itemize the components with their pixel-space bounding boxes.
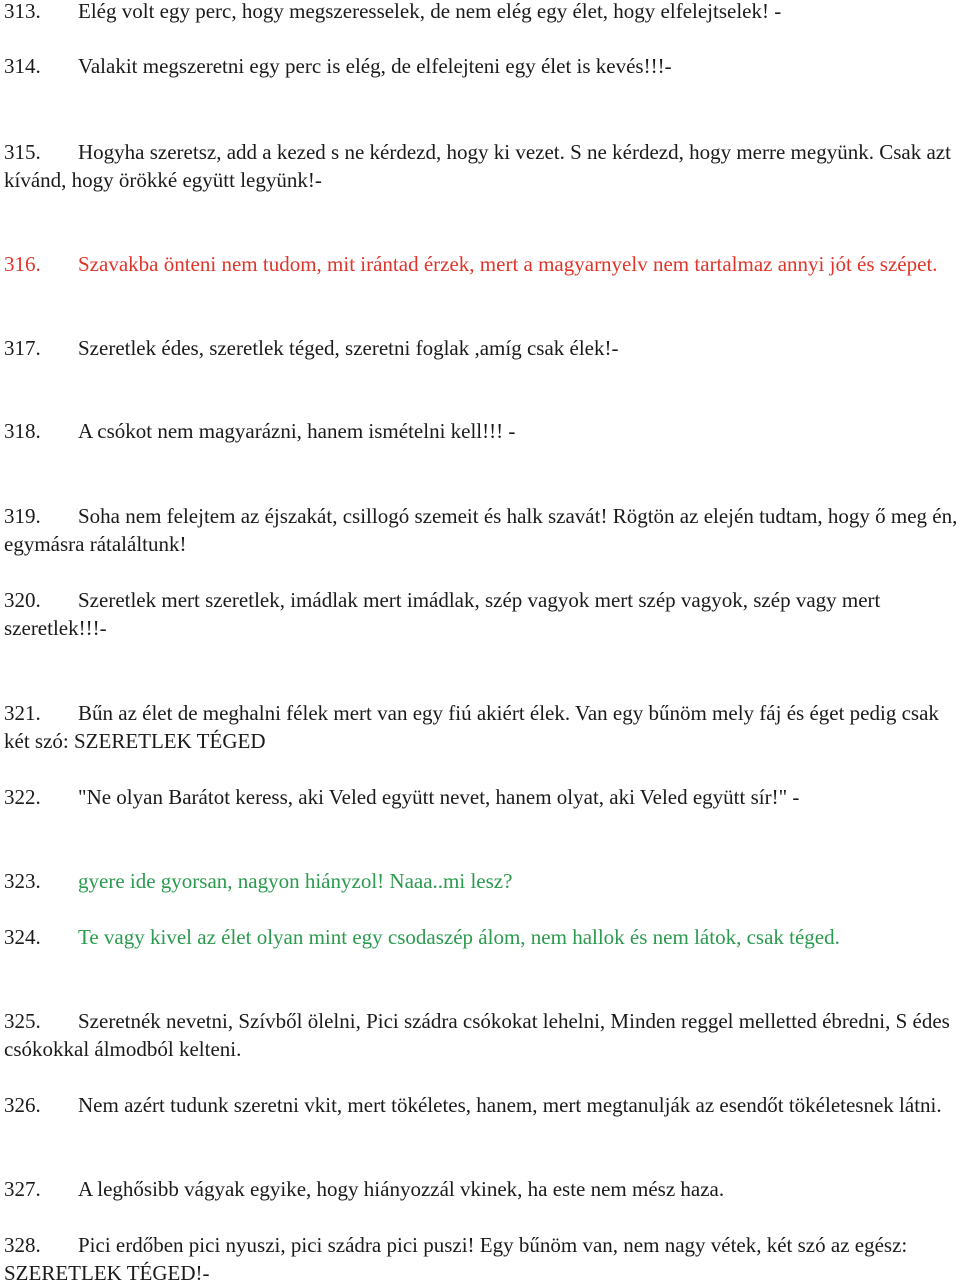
entry-327	[4, 1175, 958, 1203]
entry-number: 326.	[4, 1093, 41, 1117]
entry-316	[4, 250, 958, 278]
entry-number: 313.	[4, 0, 41, 23]
entry-323	[4, 867, 958, 895]
entry-text: Szeretlek mert szeretlek, imádlak mert imádlak, szép vagyok mert szép vagyok, szép vagy mert szeretlek!!!-	[4, 588, 881, 640]
entry-number: 321.	[4, 701, 41, 725]
entry-text: "Ne olyan Barátot keress, aki Veled együtt nevet, hanem olyat, aki Veled együtt sír!" -	[78, 785, 800, 809]
entry-number: 322.	[4, 785, 41, 809]
entry-315	[4, 138, 958, 194]
entry-number: 323.	[4, 869, 41, 893]
entry-text: Elég volt egy perc, hogy megszeresselek, de nem elég egy élet, hogy elfelejtselek! -	[78, 0, 782, 23]
entry-text: Szavakba önteni nem tudom, mit irántad érzek, mert a magyarnyelv nem tartalmaz annyi jót és szépet.	[78, 252, 938, 276]
entry-320	[4, 586, 958, 642]
entry-number: 319.	[4, 504, 41, 528]
entry-text: A csókot nem magyarázni, hanem ismételni kell!!! -	[78, 419, 516, 443]
entry-number: 316.	[4, 252, 41, 276]
entry-319	[4, 502, 958, 558]
entry-text: Szeretnék nevetni, Szívből ölelni, Pici szádra csókokat lehelni, Minden reggel melletted ébredni, S édes csókokkal álmodból kelteni.	[4, 1009, 950, 1061]
entry-text: Valakit megszeretni egy perc is elég, de elfelejteni egy élet is kevés!!!-	[78, 54, 672, 78]
entry-326	[4, 1091, 958, 1119]
entry-text: Te vagy kivel az élet olyan mint egy csodaszép álom, nem hallok és nem látok, csak téged.	[78, 925, 840, 949]
entry-318	[4, 417, 958, 445]
entry-317	[4, 334, 958, 362]
entry-text: gyere ide gyorsan, nagyon hiányzol! Naaa..mi lesz?	[78, 869, 513, 893]
entry-number: 317.	[4, 336, 41, 360]
entry-number: 325.	[4, 1009, 41, 1033]
entry-322	[4, 783, 958, 811]
entry-324	[4, 923, 958, 951]
entry-number: 327.	[4, 1177, 41, 1201]
entry-text: Szeretlek édes, szeretlek téged, szeretni foglak ,amíg csak élek!-	[78, 336, 619, 360]
entry-321	[4, 699, 958, 755]
entry-325	[4, 1007, 958, 1063]
entry-314	[4, 52, 958, 80]
entry-number: 320.	[4, 588, 41, 612]
entry-text: Bűn az élet de meghalni félek mert van egy fiú akiért élek. Van egy bűnöm mely fáj és éget pedig csak két szó: SZERETLEK TÉGED	[4, 701, 939, 753]
entry-text: Soha nem felejtem az éjszakát, csillogó szemeit és halk szavát! Rögtön az elején tudtam, hogy ő meg én, egymásra rátaláltunk!	[4, 504, 958, 556]
entry-number: 318.	[4, 419, 41, 443]
entry-number: 315.	[4, 140, 41, 164]
entry-328	[4, 1231, 958, 1287]
entry-text: Pici erdőben pici nyuszi, pici szádra pici puszi! Egy bűnöm van, nem nagy vétek, két szó az egész: SZERETLEK TÉGED!-	[4, 1233, 908, 1285]
entry-number: 324.	[4, 925, 41, 949]
entry-313	[4, 0, 958, 25]
entry-number: 328.	[4, 1233, 41, 1257]
entry-text: Nem azért tudunk szeretni vkit, mert tökéletes, hanem, mert megtanulják az esendőt tökéletesnek látni.	[78, 1093, 942, 1117]
entry-number: 314.	[4, 54, 41, 78]
entry-text: Hogyha szeretsz, add a kezed s ne kérdezd, hogy ki vezet. S ne kérdezd, hogy merre megyünk. Csak azt kívánd, hogy örökké együtt legyünk!-	[4, 140, 951, 192]
entry-text: A leghősibb vágyak egyike, hogy hiányozzál vkinek, ha este nem mész haza.	[78, 1177, 725, 1201]
